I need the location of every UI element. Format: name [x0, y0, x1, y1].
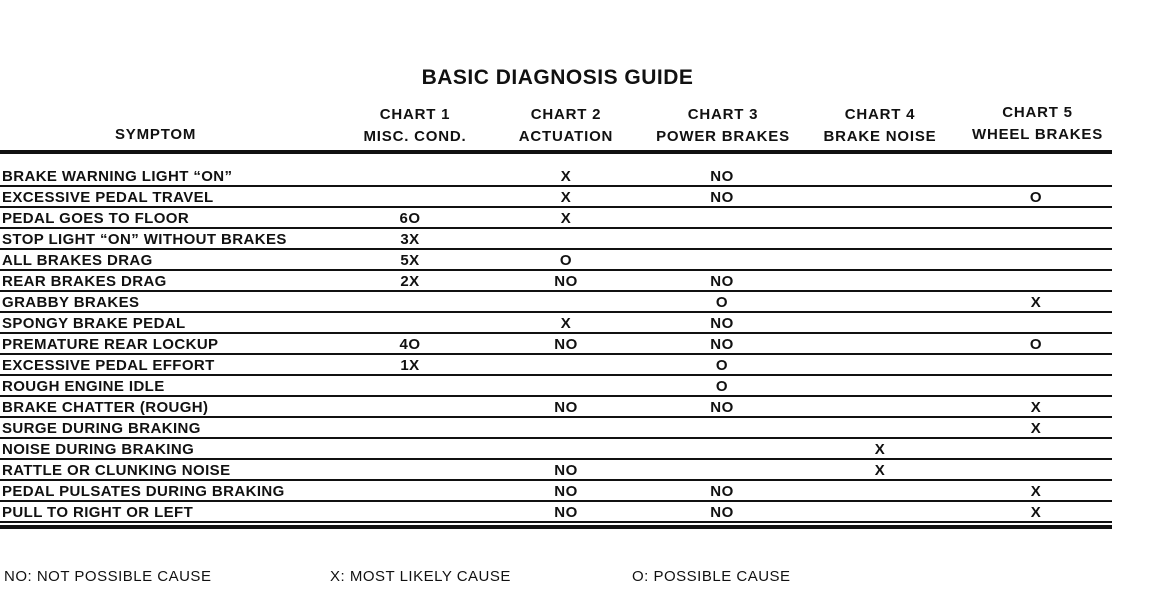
- table-row: [0, 166, 1115, 187]
- chart-2-cell: X: [560, 210, 572, 227]
- chart-3-cell: NO: [710, 168, 734, 185]
- chart-1-cell: 2X: [400, 273, 420, 290]
- column-header-chart-5: [965, 102, 1110, 146]
- column-header-chart-3: [648, 104, 798, 148]
- column-header-chart-4: [815, 104, 945, 148]
- legend-x: X: MOST LIKELY CAUSE: [330, 568, 511, 585]
- symptom-cell: PEDAL PULSATES DURING BRAKING: [2, 483, 285, 500]
- chart-2-cell: NO: [554, 504, 578, 521]
- table-row: [0, 334, 1115, 355]
- table-row: [0, 481, 1115, 502]
- column-header-line1: CHART 3: [687, 106, 759, 123]
- legend-no: NO: NOT POSSIBLE CAUSE: [4, 568, 212, 585]
- footer-rule: [0, 525, 1112, 529]
- chart-3-cell: O: [715, 357, 729, 374]
- chart-3-cell: NO: [710, 504, 734, 521]
- table-row: [0, 376, 1115, 397]
- chart-4-cell: X: [874, 441, 886, 458]
- chart-4-cell: X: [874, 462, 886, 479]
- column-header-line2: ACTUATION: [518, 128, 614, 145]
- chart-2-cell: NO: [554, 336, 578, 353]
- symptom-cell: SURGE DURING BRAKING: [2, 420, 201, 437]
- chart-5-cell: X: [1030, 399, 1042, 416]
- chart-1-cell: 1X: [400, 357, 420, 374]
- chart-2-cell: NO: [554, 273, 578, 290]
- symptom-cell: BRAKE WARNING LIGHT “ON”: [2, 168, 233, 185]
- header-rule: [0, 150, 1112, 154]
- symptom-cell: EXCESSIVE PEDAL EFFORT: [2, 357, 215, 374]
- chart-3-cell: NO: [710, 399, 734, 416]
- table-row: [0, 355, 1115, 376]
- chart-2-cell: X: [560, 168, 572, 185]
- chart-2-cell: NO: [554, 399, 578, 416]
- table-row: [0, 418, 1115, 439]
- chart-2-cell: NO: [554, 483, 578, 500]
- table-row: [0, 439, 1115, 460]
- symptom-cell: PEDAL GOES TO FLOOR: [2, 210, 190, 227]
- chart-5-cell: O: [1029, 189, 1043, 206]
- table-row: [0, 208, 1115, 229]
- symptom-cell: EXCESSIVE PEDAL TRAVEL: [2, 189, 214, 206]
- table-row: [0, 313, 1115, 334]
- chart-5-cell: X: [1030, 483, 1042, 500]
- column-header-line2: BRAKE NOISE: [823, 128, 937, 145]
- column-header-line2: POWER BRAKES: [656, 128, 790, 145]
- symptom-cell: GRABBY BRAKES: [2, 294, 140, 311]
- symptom-cell: BRAKE CHATTER (ROUGH): [2, 399, 209, 416]
- symptom-cell: STOP LIGHT “ON” WITHOUT BRAKES: [2, 231, 287, 248]
- row-rule: [0, 521, 1112, 523]
- chart-1-cell: 4O: [399, 336, 421, 353]
- symptom-cell: ROUGH ENGINE IDLE: [2, 378, 165, 395]
- chart-1-cell: 5X: [400, 252, 420, 269]
- symptom-cell: RATTLE OR CLUNKING NOISE: [2, 462, 231, 479]
- column-header-line1: CHART 2: [530, 106, 602, 123]
- table-row: [0, 397, 1115, 418]
- chart-5-cell: X: [1030, 420, 1042, 437]
- chart-3-cell: NO: [710, 336, 734, 353]
- table-row: [0, 292, 1115, 313]
- page-title: BASIC DIAGNOSIS GUIDE: [421, 66, 694, 89]
- chart-2-cell: X: [560, 315, 572, 332]
- chart-3-cell: NO: [710, 483, 734, 500]
- column-header-chart-2: [506, 104, 626, 148]
- column-header-line1: CHART 5: [1002, 104, 1073, 121]
- table-row: [0, 250, 1115, 271]
- chart-3-cell: NO: [710, 189, 734, 206]
- chart-1-cell: 6O: [399, 210, 421, 227]
- chart-3-cell: NO: [710, 273, 734, 290]
- column-header-line2: WHEEL BRAKES: [972, 126, 1103, 143]
- chart-5-cell: X: [1030, 294, 1042, 311]
- symptom-cell: REAR BRAKES DRAG: [2, 273, 167, 290]
- chart-3-cell: O: [715, 294, 729, 311]
- symptom-cell: ALL BRAKES DRAG: [2, 252, 153, 269]
- column-header-line1: CHART 1: [379, 106, 451, 123]
- column-header-line2: MISC. COND.: [363, 128, 467, 145]
- symptom-cell: SPONGY BRAKE PEDAL: [2, 315, 186, 332]
- symptom-header: SYMPTOM: [115, 126, 197, 143]
- chart-1-cell: 3X: [400, 231, 420, 248]
- table-row: [0, 229, 1115, 250]
- chart-5-cell: X: [1030, 504, 1042, 521]
- chart-5-cell: O: [1029, 336, 1043, 353]
- column-header-line1: CHART 4: [844, 106, 916, 123]
- chart-2-cell: NO: [554, 462, 578, 479]
- symptom-cell: PULL TO RIGHT OR LEFT: [2, 504, 194, 521]
- column-header-chart-1: [350, 104, 480, 148]
- chart-2-cell: O: [559, 252, 573, 269]
- chart-2-cell: X: [560, 189, 572, 206]
- table-row: [0, 502, 1115, 523]
- table-row: [0, 460, 1115, 481]
- symptom-cell: PREMATURE REAR LOCKUP: [2, 336, 219, 353]
- table-row: [0, 187, 1115, 208]
- symptom-cell: NOISE DURING BRAKING: [2, 441, 195, 458]
- chart-3-cell: O: [715, 378, 729, 395]
- legend-o: O: POSSIBLE CAUSE: [632, 568, 791, 585]
- chart-3-cell: NO: [710, 315, 734, 332]
- table-row: [0, 271, 1115, 292]
